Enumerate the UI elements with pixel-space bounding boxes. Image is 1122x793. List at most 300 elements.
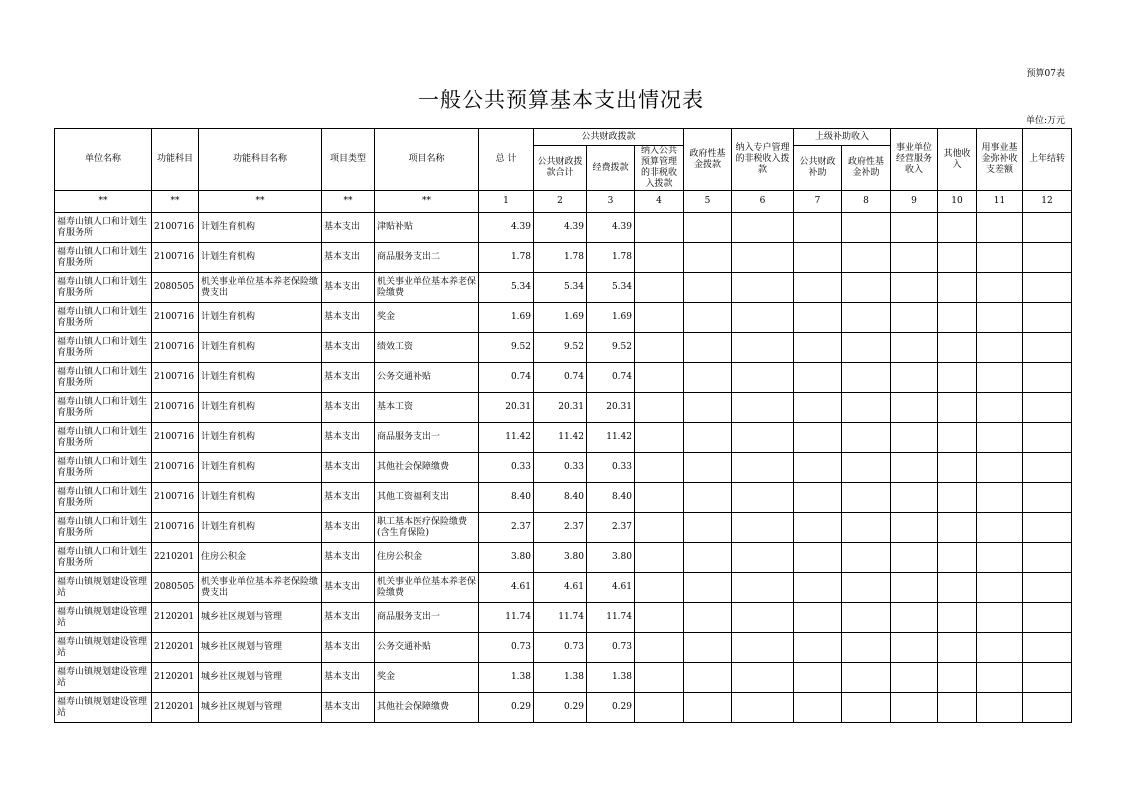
table-row xyxy=(55,273,1072,303)
cell-project-type: 基本支出 xyxy=(322,513,375,543)
cell-func-code: 2120201 xyxy=(152,603,199,633)
cell-empty xyxy=(891,303,938,333)
table-row xyxy=(55,453,1072,483)
cell-func-name: 计划生育机构 xyxy=(199,513,322,543)
cell-empty xyxy=(891,693,938,723)
cell-empty xyxy=(635,483,684,513)
table-row xyxy=(55,483,1072,513)
header-expense-alloc: 经费拨款 xyxy=(587,146,635,191)
cell-empty xyxy=(977,243,1023,273)
budget-table xyxy=(54,128,1072,723)
cell-func-code: 2100716 xyxy=(152,513,199,543)
cell-unit-name: 福寿山镇人口和计划生育服务所 xyxy=(55,213,152,243)
cell-empty xyxy=(842,273,891,303)
table-row xyxy=(55,423,1072,453)
cell-empty xyxy=(1023,513,1072,543)
cell-empty xyxy=(794,603,842,633)
cell-func-name: 城乡社区规划与管理 xyxy=(199,663,322,693)
cell-empty xyxy=(891,363,938,393)
header-superior-subsidy: 上级补助收入 xyxy=(794,129,891,146)
cell-total: 0.73 xyxy=(479,633,534,663)
cell-total: 1.69 xyxy=(479,303,534,333)
cell-expense-alloc: 20.31 xyxy=(587,393,635,423)
cell-empty xyxy=(794,333,842,363)
cell-empty xyxy=(891,243,938,273)
cell-expense-alloc: 0.29 xyxy=(587,693,635,723)
cell-empty xyxy=(891,603,938,633)
table-row xyxy=(55,513,1072,543)
cell-empty xyxy=(842,693,891,723)
cell-empty xyxy=(794,543,842,573)
cell-func-code: 2100716 xyxy=(152,363,199,393)
column-index-cell: 9 xyxy=(891,191,938,213)
cell-empty xyxy=(1023,393,1072,423)
cell-empty xyxy=(794,693,842,723)
cell-empty xyxy=(938,693,977,723)
cell-empty xyxy=(684,363,732,393)
cell-empty xyxy=(794,423,842,453)
cell-empty xyxy=(732,483,794,513)
cell-empty xyxy=(684,303,732,333)
cell-func-code: 2120201 xyxy=(152,693,199,723)
column-index-cell: 12 xyxy=(1023,191,1072,213)
cell-expense-alloc: 1.69 xyxy=(587,303,635,333)
cell-total: 4.61 xyxy=(479,573,534,603)
cell-project-name: 其他社会保障缴费 xyxy=(375,453,479,483)
header-gov-fund: 政府性基金拨款 xyxy=(684,129,732,191)
cell-empty xyxy=(794,213,842,243)
cell-public-fiscal-total: 4.61 xyxy=(534,573,587,603)
cell-expense-alloc: 11.42 xyxy=(587,423,635,453)
cell-empty xyxy=(732,243,794,273)
cell-empty xyxy=(938,543,977,573)
cell-project-name: 绩效工资 xyxy=(375,333,479,363)
cell-func-name: 机关事业单位基本养老保险缴费支出 xyxy=(199,573,322,603)
cell-project-type: 基本支出 xyxy=(322,603,375,633)
cell-empty xyxy=(635,543,684,573)
cell-expense-alloc: 4.39 xyxy=(587,213,635,243)
cell-empty xyxy=(938,363,977,393)
cell-func-code: 2080505 xyxy=(152,573,199,603)
cell-empty xyxy=(1023,543,1072,573)
cell-empty xyxy=(684,393,732,423)
cell-empty xyxy=(842,663,891,693)
cell-total: 0.33 xyxy=(479,453,534,483)
cell-empty xyxy=(794,633,842,663)
cell-empty xyxy=(891,393,938,423)
cell-empty xyxy=(977,363,1023,393)
column-index-cell: 1 xyxy=(479,191,534,213)
cell-empty xyxy=(732,603,794,633)
cell-unit-name: 福寿山镇规划建设管理站 xyxy=(55,573,152,603)
cell-empty xyxy=(794,513,842,543)
cell-empty xyxy=(977,393,1023,423)
cell-total: 8.40 xyxy=(479,483,534,513)
cell-project-name: 机关事业单位基本养老保险缴费 xyxy=(375,573,479,603)
cell-unit-name: 福寿山镇人口和计划生育服务所 xyxy=(55,303,152,333)
column-index-cell: 3 xyxy=(587,191,635,213)
header-public-fiscal: 公共财政拨款 xyxy=(534,129,684,146)
column-index-cell: 5 xyxy=(684,191,732,213)
cell-unit-name: 福寿山镇规划建设管理站 xyxy=(55,663,152,693)
column-index-cell: 4 xyxy=(635,191,684,213)
cell-empty xyxy=(794,663,842,693)
cell-func-name: 计划生育机构 xyxy=(199,453,322,483)
cell-func-name: 计划生育机构 xyxy=(199,213,322,243)
cell-expense-alloc: 8.40 xyxy=(587,483,635,513)
cell-total: 0.74 xyxy=(479,363,534,393)
header-nontax-in-budget: 纳入公共预算管理的非税收入拨款 xyxy=(635,146,684,191)
cell-public-fiscal-total: 4.39 xyxy=(534,213,587,243)
cell-expense-alloc: 5.34 xyxy=(587,273,635,303)
column-index-cell: ** xyxy=(152,191,199,213)
cell-empty xyxy=(842,543,891,573)
table-row xyxy=(55,663,1072,693)
cell-project-type: 基本支出 xyxy=(322,273,375,303)
cell-empty xyxy=(732,333,794,363)
cell-empty xyxy=(977,513,1023,543)
form-number: 预算07表 xyxy=(1026,69,1065,79)
cell-public-fiscal-total: 1.38 xyxy=(534,663,587,693)
cell-func-code: 2100716 xyxy=(152,213,199,243)
cell-empty xyxy=(635,363,684,393)
cell-empty xyxy=(938,423,977,453)
cell-empty xyxy=(842,393,891,423)
cell-public-fiscal-total: 11.42 xyxy=(534,423,587,453)
cell-empty xyxy=(684,633,732,663)
cell-unit-name: 福寿山镇人口和计划生育服务所 xyxy=(55,393,152,423)
cell-empty xyxy=(732,393,794,423)
cell-empty xyxy=(684,333,732,363)
cell-project-type: 基本支出 xyxy=(322,573,375,603)
cell-empty xyxy=(635,693,684,723)
cell-empty xyxy=(938,633,977,663)
table-row xyxy=(55,633,1072,663)
cell-empty xyxy=(794,483,842,513)
cell-expense-alloc: 2.37 xyxy=(587,513,635,543)
cell-empty xyxy=(891,663,938,693)
cell-empty xyxy=(938,393,977,423)
cell-empty xyxy=(977,213,1023,243)
header-unit-name: 单位名称 xyxy=(55,129,152,191)
cell-project-type: 基本支出 xyxy=(322,453,375,483)
table-row xyxy=(55,213,1072,243)
column-index-cell: 11 xyxy=(977,191,1023,213)
cell-unit-name: 福寿山镇人口和计划生育服务所 xyxy=(55,333,152,363)
cell-empty xyxy=(842,513,891,543)
cell-expense-alloc: 3.80 xyxy=(587,543,635,573)
header-operating-income: 事业单位经营服务收入 xyxy=(891,129,938,191)
cell-empty xyxy=(891,213,938,243)
cell-empty xyxy=(635,303,684,333)
cell-func-name: 城乡社区规划与管理 xyxy=(199,633,322,663)
table-body xyxy=(55,213,1072,723)
cell-unit-name: 福寿山镇规划建设管理站 xyxy=(55,633,152,663)
cell-empty xyxy=(938,333,977,363)
cell-empty xyxy=(732,303,794,333)
cell-func-name: 计划生育机构 xyxy=(199,483,322,513)
cell-total: 11.74 xyxy=(479,603,534,633)
cell-empty xyxy=(938,513,977,543)
cell-public-fiscal-total: 5.34 xyxy=(534,273,587,303)
cell-public-fiscal-total: 0.73 xyxy=(534,633,587,663)
cell-empty xyxy=(1023,663,1072,693)
cell-empty xyxy=(732,633,794,663)
cell-empty xyxy=(938,213,977,243)
cell-empty xyxy=(732,273,794,303)
cell-project-type: 基本支出 xyxy=(322,693,375,723)
cell-func-name: 计划生育机构 xyxy=(199,303,322,333)
cell-public-fiscal-total: 0.29 xyxy=(534,693,587,723)
cell-empty xyxy=(842,303,891,333)
cell-empty xyxy=(938,573,977,603)
cell-empty xyxy=(635,243,684,273)
cell-project-type: 基本支出 xyxy=(322,303,375,333)
cell-total: 5.34 xyxy=(479,273,534,303)
cell-project-type: 基本支出 xyxy=(322,333,375,363)
table-row xyxy=(55,303,1072,333)
column-index-cell: 8 xyxy=(842,191,891,213)
cell-expense-alloc: 0.33 xyxy=(587,453,635,483)
cell-empty xyxy=(732,453,794,483)
column-index-cell: 10 xyxy=(938,191,977,213)
cell-empty xyxy=(1023,423,1072,453)
cell-empty xyxy=(635,273,684,303)
table-row xyxy=(55,603,1072,633)
cell-total: 1.38 xyxy=(479,663,534,693)
cell-public-fiscal-total: 1.69 xyxy=(534,303,587,333)
table-row xyxy=(55,243,1072,273)
cell-public-fiscal-total: 8.40 xyxy=(534,483,587,513)
cell-func-code: 2120201 xyxy=(152,663,199,693)
cell-empty xyxy=(684,243,732,273)
cell-func-code: 2100716 xyxy=(152,303,199,333)
cell-func-code: 2100716 xyxy=(152,243,199,273)
cell-unit-name: 福寿山镇人口和计划生育服务所 xyxy=(55,483,152,513)
cell-public-fiscal-total: 0.74 xyxy=(534,363,587,393)
cell-project-name: 机关事业单位基本养老保险缴费 xyxy=(375,273,479,303)
cell-empty xyxy=(891,483,938,513)
column-index-cell: ** xyxy=(322,191,375,213)
page-title: 一般公共预算基本支出情况表 xyxy=(418,88,704,112)
cell-empty xyxy=(1023,333,1072,363)
cell-empty xyxy=(794,273,842,303)
cell-func-code: 2210201 xyxy=(152,543,199,573)
cell-empty xyxy=(891,513,938,543)
cell-empty xyxy=(732,423,794,453)
cell-empty xyxy=(732,543,794,573)
cell-empty xyxy=(977,663,1023,693)
cell-empty xyxy=(635,213,684,243)
cell-project-name: 公务交通补贴 xyxy=(375,363,479,393)
cell-public-fiscal-total: 3.80 xyxy=(534,543,587,573)
cell-project-name: 住房公积金 xyxy=(375,543,479,573)
cell-func-name: 城乡社区规划与管理 xyxy=(199,603,322,633)
cell-empty xyxy=(938,273,977,303)
cell-project-name: 其他社会保障缴费 xyxy=(375,693,479,723)
cell-project-name: 基本工资 xyxy=(375,393,479,423)
cell-public-fiscal-total: 1.78 xyxy=(534,243,587,273)
cell-empty xyxy=(635,513,684,543)
cell-unit-name: 福寿山镇人口和计划生育服务所 xyxy=(55,543,152,573)
header-func-code: 功能科目 xyxy=(152,129,199,191)
column-index-cell: 2 xyxy=(534,191,587,213)
cell-total: 3.80 xyxy=(479,543,534,573)
cell-empty xyxy=(977,693,1023,723)
cell-empty xyxy=(891,423,938,453)
cell-empty xyxy=(684,573,732,603)
cell-empty xyxy=(938,483,977,513)
cell-project-name: 其他工资福利支出 xyxy=(375,483,479,513)
cell-total: 2.37 xyxy=(479,513,534,543)
cell-func-code: 2100716 xyxy=(152,393,199,423)
cell-total: 20.31 xyxy=(479,393,534,423)
cell-empty xyxy=(794,363,842,393)
cell-empty xyxy=(732,363,794,393)
cell-empty xyxy=(684,693,732,723)
cell-unit-name: 福寿山镇人口和计划生育服务所 xyxy=(55,363,152,393)
header-fund-supplement: 用事业基金弥补收支差额 xyxy=(977,129,1023,191)
cell-empty xyxy=(842,333,891,363)
cell-empty xyxy=(1023,303,1072,333)
cell-public-fiscal-total: 2.37 xyxy=(534,513,587,543)
cell-unit-name: 福寿山镇人口和计划生育服务所 xyxy=(55,423,152,453)
cell-unit-name: 福寿山镇规划建设管理站 xyxy=(55,693,152,723)
table-row xyxy=(55,573,1072,603)
cell-empty xyxy=(684,453,732,483)
header-public-fiscal-total: 公共财政拨款合计 xyxy=(534,146,587,191)
cell-empty xyxy=(732,573,794,603)
cell-empty xyxy=(1023,363,1072,393)
cell-project-name: 商品服务支出一 xyxy=(375,603,479,633)
cell-empty xyxy=(891,333,938,363)
cell-empty xyxy=(842,423,891,453)
cell-func-code: 2080505 xyxy=(152,273,199,303)
cell-empty xyxy=(842,483,891,513)
cell-empty xyxy=(891,573,938,603)
cell-empty xyxy=(732,513,794,543)
cell-public-fiscal-total: 9.52 xyxy=(534,333,587,363)
cell-func-name: 机关事业单位基本养老保险缴费支出 xyxy=(199,273,322,303)
column-index-cell: ** xyxy=(199,191,322,213)
cell-total: 9.52 xyxy=(479,333,534,363)
cell-func-code: 2100716 xyxy=(152,333,199,363)
cell-public-fiscal-total: 11.74 xyxy=(534,603,587,633)
cell-func-code: 2100716 xyxy=(152,453,199,483)
cell-expense-alloc: 0.74 xyxy=(587,363,635,393)
cell-empty xyxy=(977,303,1023,333)
column-index-cell: ** xyxy=(375,191,479,213)
cell-empty xyxy=(684,423,732,453)
cell-empty xyxy=(635,603,684,633)
cell-empty xyxy=(1023,633,1072,663)
cell-func-name: 计划生育机构 xyxy=(199,423,322,453)
cell-empty xyxy=(732,693,794,723)
cell-empty xyxy=(684,543,732,573)
cell-total: 11.42 xyxy=(479,423,534,453)
cell-empty xyxy=(842,573,891,603)
cell-empty xyxy=(684,483,732,513)
cell-empty xyxy=(842,603,891,633)
cell-empty xyxy=(891,633,938,663)
column-index-cell: ** xyxy=(55,191,152,213)
cell-empty xyxy=(684,603,732,633)
cell-project-type: 基本支出 xyxy=(322,213,375,243)
cell-empty xyxy=(732,663,794,693)
cell-empty xyxy=(684,513,732,543)
table-row xyxy=(55,543,1072,573)
cell-empty xyxy=(1023,273,1072,303)
cell-expense-alloc: 1.38 xyxy=(587,663,635,693)
cell-public-fiscal-total: 0.33 xyxy=(534,453,587,483)
cell-empty xyxy=(1023,213,1072,243)
table-row xyxy=(55,333,1072,363)
cell-func-name: 计划生育机构 xyxy=(199,243,322,273)
cell-empty xyxy=(732,213,794,243)
cell-empty xyxy=(635,333,684,363)
cell-empty xyxy=(842,213,891,243)
cell-empty xyxy=(977,483,1023,513)
cell-empty xyxy=(794,573,842,603)
cell-empty xyxy=(891,453,938,483)
cell-project-name: 公务交通补贴 xyxy=(375,633,479,663)
cell-total: 0.29 xyxy=(479,693,534,723)
cell-empty xyxy=(977,423,1023,453)
cell-empty xyxy=(977,573,1023,603)
cell-empty xyxy=(635,393,684,423)
cell-empty xyxy=(794,243,842,273)
cell-empty xyxy=(842,243,891,273)
cell-unit-name: 福寿山镇人口和计划生育服务所 xyxy=(55,273,152,303)
cell-project-name: 商品服务支出二 xyxy=(375,243,479,273)
cell-func-name: 计划生育机构 xyxy=(199,393,322,423)
cell-func-name: 城乡社区规划与管理 xyxy=(199,693,322,723)
cell-expense-alloc: 4.61 xyxy=(587,573,635,603)
cell-empty xyxy=(842,633,891,663)
cell-empty xyxy=(1023,483,1072,513)
cell-project-type: 基本支出 xyxy=(322,663,375,693)
cell-empty xyxy=(1023,573,1072,603)
table-row xyxy=(55,393,1072,423)
cell-empty xyxy=(684,213,732,243)
cell-empty xyxy=(635,573,684,603)
cell-expense-alloc: 11.74 xyxy=(587,603,635,633)
cell-project-type: 基本支出 xyxy=(322,483,375,513)
cell-empty xyxy=(977,543,1023,573)
cell-expense-alloc: 9.52 xyxy=(587,333,635,363)
cell-func-code: 2120201 xyxy=(152,633,199,663)
cell-project-name: 奖金 xyxy=(375,663,479,693)
table-row xyxy=(55,363,1072,393)
header-other-income: 其他收入 xyxy=(938,129,977,191)
header-public-fiscal-subsidy: 公共财政补助 xyxy=(794,146,842,191)
cell-empty xyxy=(938,303,977,333)
cell-func-name: 计划生育机构 xyxy=(199,333,322,363)
cell-empty xyxy=(1023,243,1072,273)
cell-empty xyxy=(1023,453,1072,483)
cell-empty xyxy=(635,423,684,453)
cell-project-name: 奖金 xyxy=(375,303,479,333)
cell-unit-name: 福寿山镇人口和计划生育服务所 xyxy=(55,243,152,273)
header-last-year-carryover: 上年结转 xyxy=(1023,129,1072,191)
cell-empty xyxy=(842,453,891,483)
cell-empty xyxy=(891,543,938,573)
header-func-name: 功能科目名称 xyxy=(199,129,322,191)
cell-empty xyxy=(977,273,1023,303)
header-project-name: 项目名称 xyxy=(375,129,479,191)
cell-project-type: 基本支出 xyxy=(322,363,375,393)
header-nontax-special: 纳入专户管理的非税收入拨款 xyxy=(732,129,794,191)
